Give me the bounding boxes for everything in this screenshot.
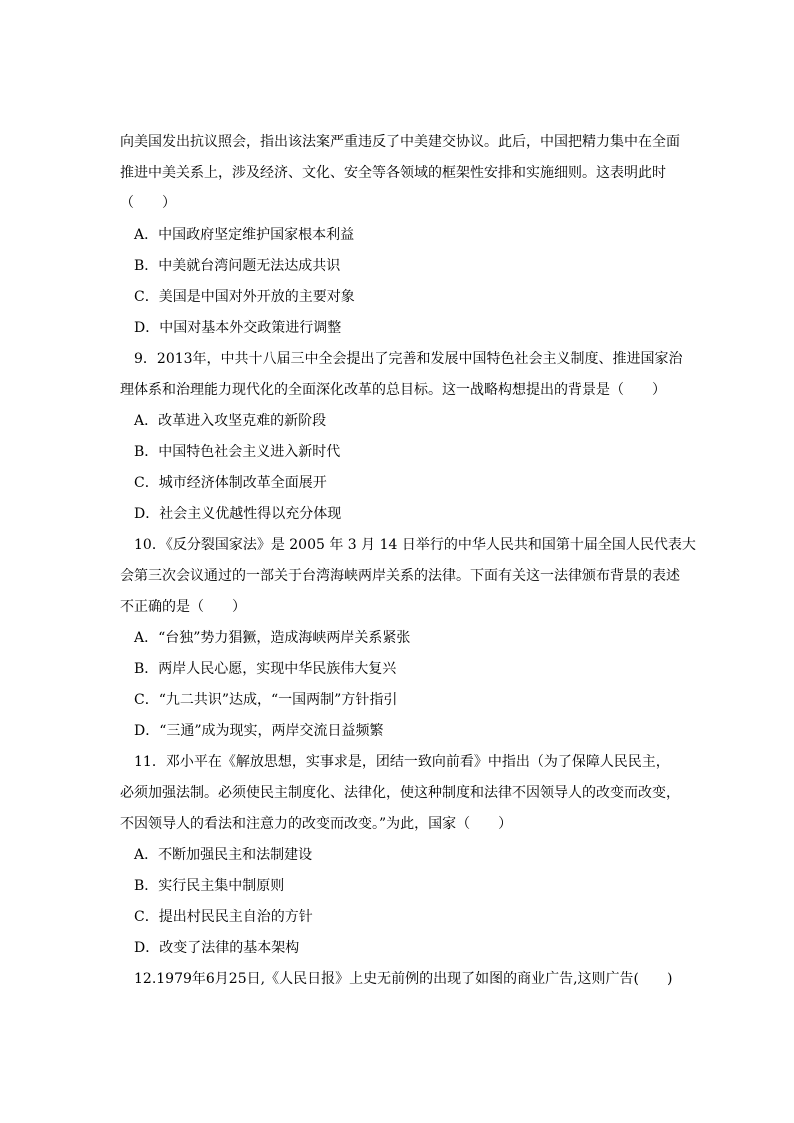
q10-stem-line-2: 会第三次会议通过的一部关于台湾海峡两岸关系的法律。下面有关这一法律颁布背景的表述 (120, 568, 680, 584)
q11-stem-line-3: 不因领导人的看法和注意力的改变而改变。”为此，国家（ ） (120, 816, 513, 832)
q10-option-b: B．两岸人民心愿，实现中华民族伟大复兴 (134, 661, 397, 677)
q11-option-d: D．改变了法律的基本架构 (134, 940, 300, 956)
q10-option-d: D．“三通”成为现实，两岸交流日益频繁 (134, 723, 384, 739)
q8-stem-line-1: 向美国发出抗议照会，指出该法案严重违反了中美建交协议。此后，中国把精力集中在全面 (120, 134, 680, 150)
q10-option-c: C．“九二共识”达成，“一国两制”方针指引 (134, 692, 398, 708)
q8-option-d: D．中国对基本外交政策进行调整 (134, 320, 342, 336)
q11-stem-line-1: 11．邓小平在《解放思想，实事求是，团结一致向前看》中指出（为了保障人民民主， (134, 754, 670, 770)
q11-option-a: A．不断加强民主和法制建设 (134, 847, 313, 863)
q8-stem-line-2: 推进中美关系上，涉及经济、文化、安全等各领域的框架性安排和实施细则。这表明此时 (120, 165, 666, 181)
q9-stem-line-1: 9．2013年，中共十八届三中全会提出了完善和发展中国特色社会主义制度、推进国家治 (134, 351, 683, 367)
q10-stem-line-1: 10．《反分裂国家法》是 2005 年 3 月 14 日举行的中华人民共和国第十届全国人民代表大 (134, 537, 696, 553)
q12-stem-line-1: 12.1979年6月25日,《人民日报》上史无前例的出现了如图的商业广告,这则广告( ) (134, 971, 673, 987)
q11-option-b: B．实行民主集中制原则 (134, 878, 285, 894)
q9-option-c: C．城市经济体制改革全面展开 (134, 475, 327, 491)
q10-option-a: A．“台独”势力猖獗，造成海峡两岸关系紧张 (134, 630, 411, 646)
q8-option-a: A．中国政府坚定维护国家根本利益 (134, 227, 355, 243)
q8-option-b: B．中美就台湾问题无法达成共识 (134, 258, 341, 274)
q9-option-d: D．社会主义优越性得以充分体现 (134, 506, 342, 522)
q8-answer-blank: （ ） (120, 195, 176, 211)
q9-option-a: A．改革进入攻坚克难的新阶段 (134, 413, 327, 429)
q8-option-c: C．美国是中国对外开放的主要对象 (134, 289, 355, 305)
q11-option-c: C．提出村民民主自治的方针 (134, 909, 313, 925)
q10-stem-line-3: 不正确的是（ ） (120, 599, 246, 615)
q11-stem-line-2: 必须加强法制。必须使民主制度化、法律化，使这种制度和法律不因领导人的改变而改变， (120, 785, 680, 801)
q9-stem-line-2: 理体系和治理能力现代化的全面深化改革的总目标。这一战略构想提出的背景是（ ） (120, 382, 666, 398)
q9-option-b: B．中国特色社会主义进入新时代 (134, 444, 341, 460)
